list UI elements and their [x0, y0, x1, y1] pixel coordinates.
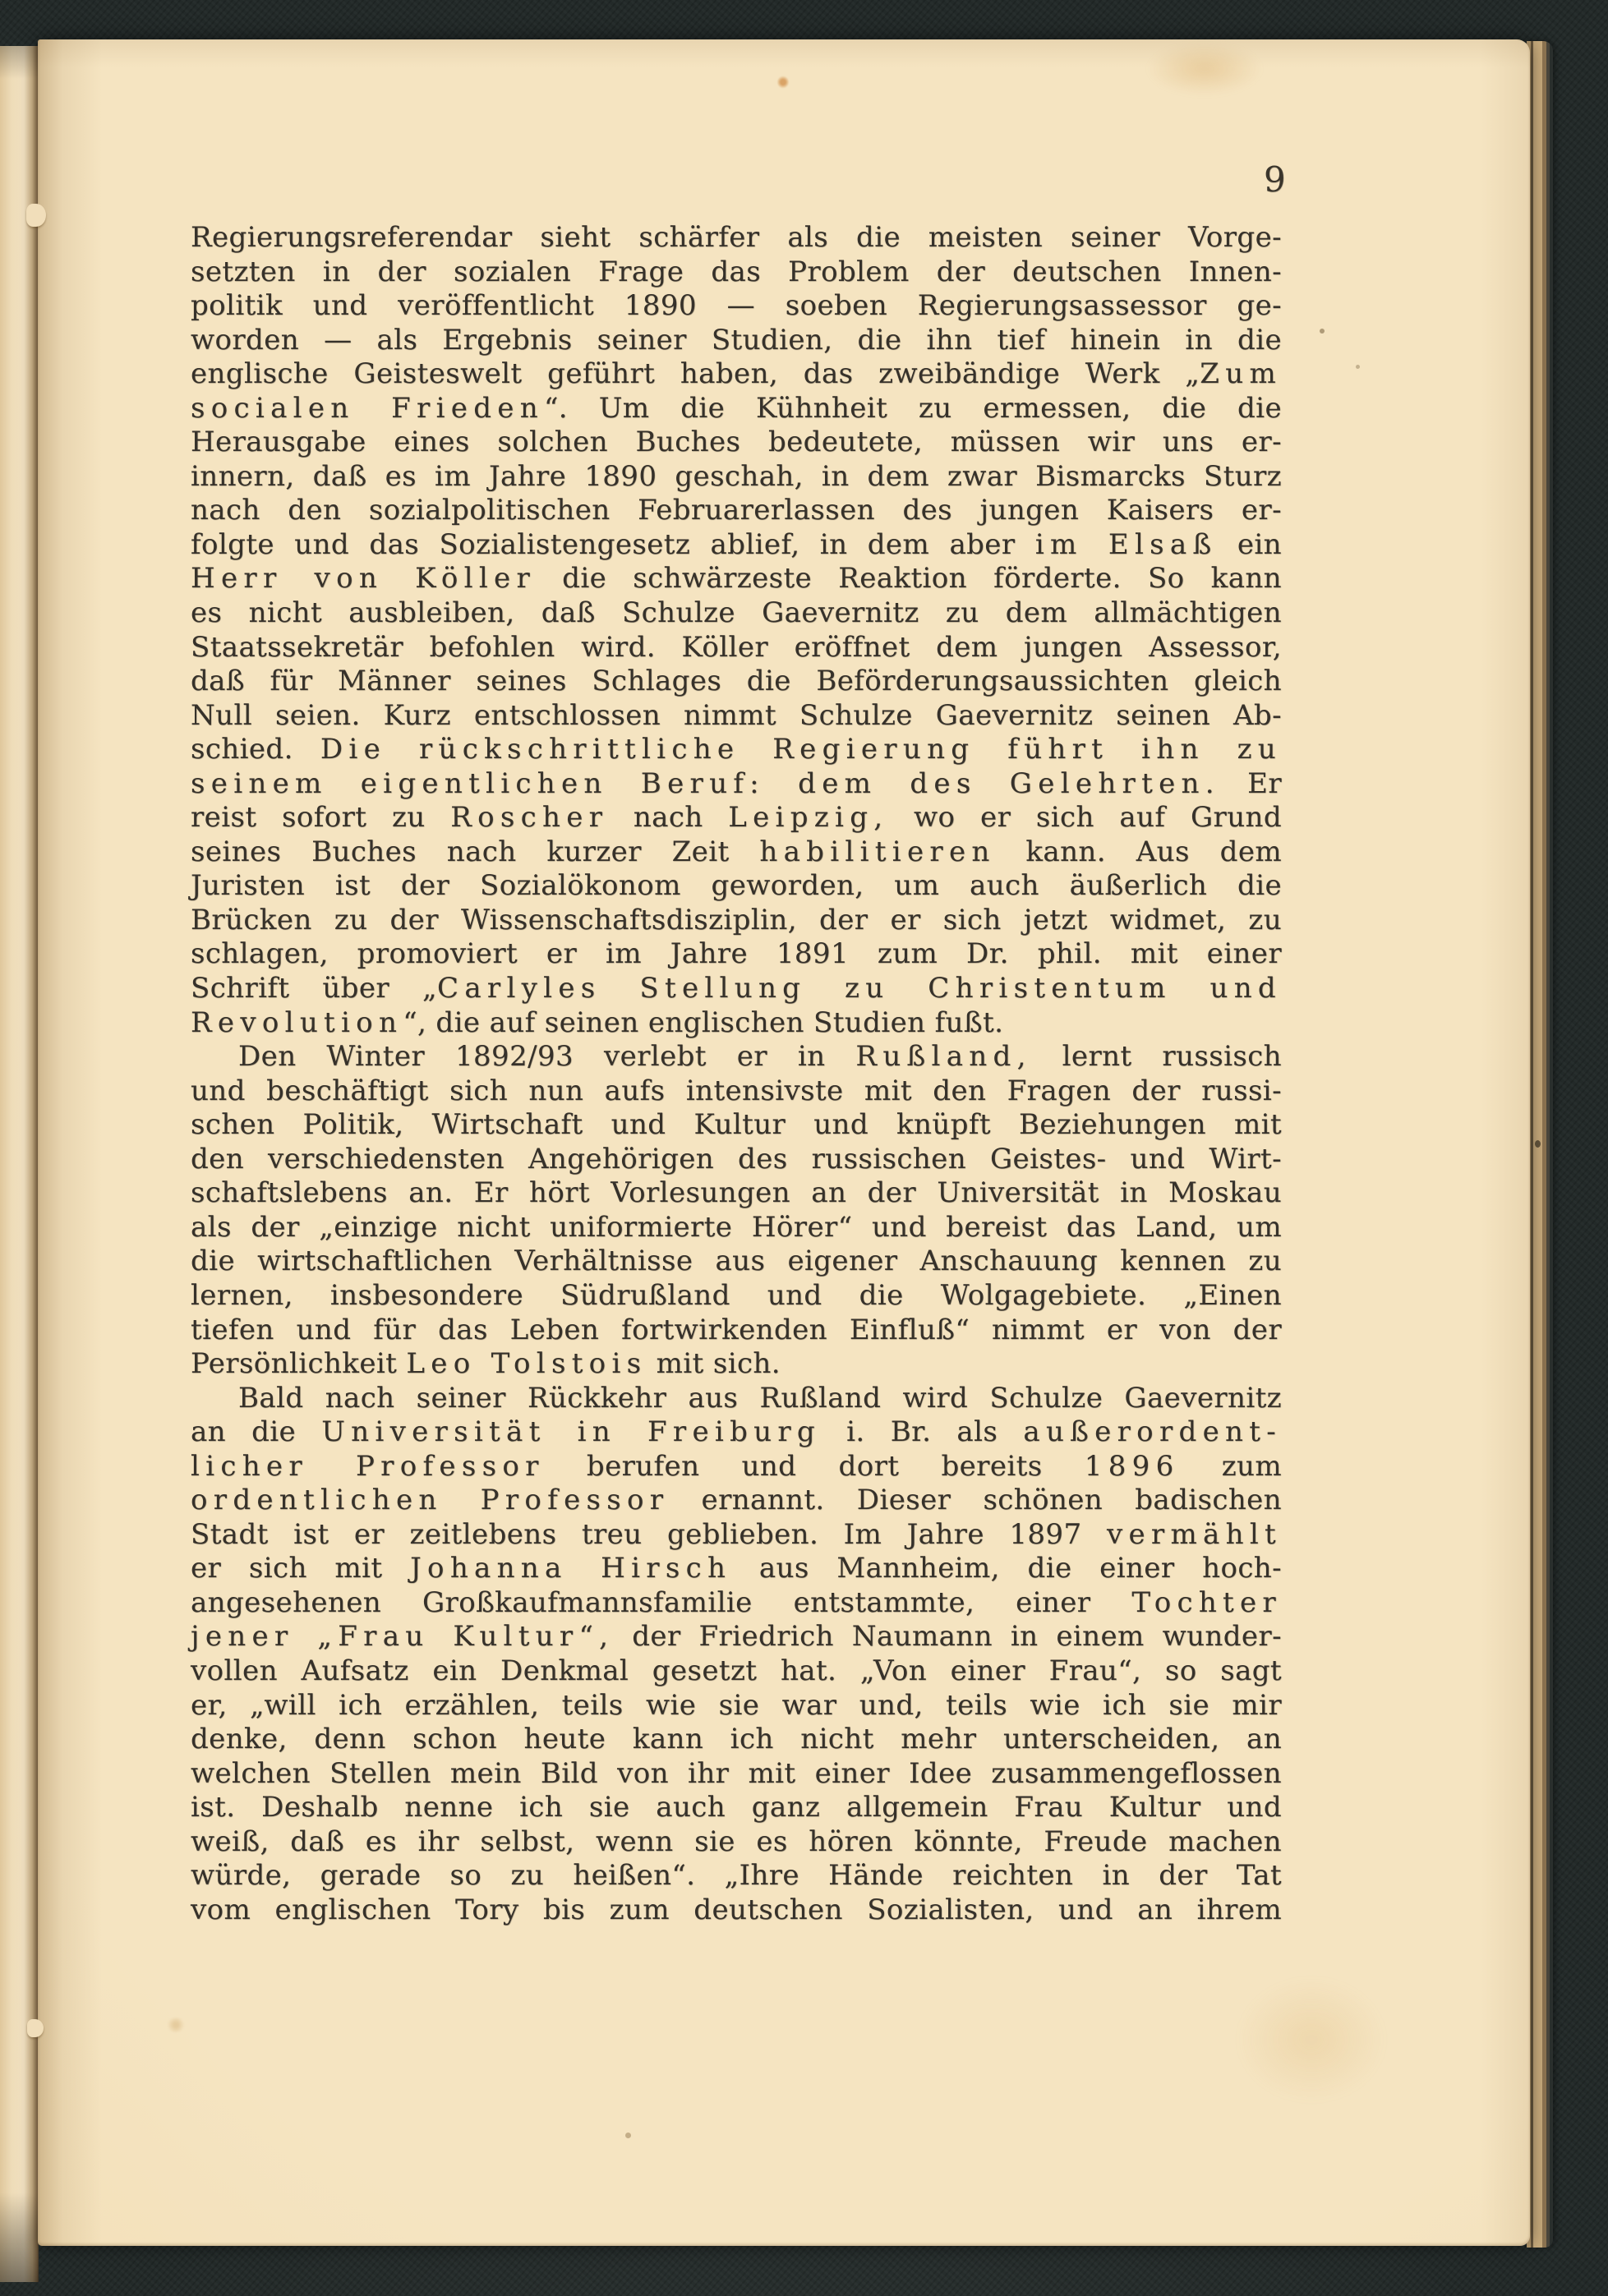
body-text: die schwärzeste Reaktion förderte. So kann [536, 562, 1282, 596]
letterspaced-text: Carlyles Stellung zu Christentum und [437, 972, 1282, 1005]
letterspaced-text: seinem eigentlichen Beruf: dem des Gelehrten. [191, 766, 1220, 800]
stain [625, 2133, 631, 2138]
body-text: lernt russisch [1031, 1040, 1282, 1074]
text-line [191, 289, 1282, 324]
stain [166, 2018, 186, 2032]
text-line [191, 1689, 1282, 1723]
body-text: kann. Aus dem [995, 835, 1282, 868]
page-number: 9 [1264, 159, 1286, 200]
body-text: reist sofort zu [191, 801, 451, 835]
letterspaced-text: Die rückschrittliche Regierung führt ihn zu [320, 733, 1283, 766]
letterspaced-text: Leo Tolstois [406, 1347, 647, 1381]
body-text: welchen Stellen mein Bild von ihr mit einer Idee zusammengeflossen [191, 1756, 1282, 1790]
text-line [191, 357, 1282, 392]
text-line [191, 1245, 1282, 1279]
text-line [191, 1074, 1282, 1109]
body-text: innern, daß es im Jahre 1890 geschah, in dem zwar Bismarcks Sturz [191, 459, 1282, 493]
text-line [191, 1415, 1282, 1450]
body-text: “. Um die Kühnheit zu ermessen, die die [543, 391, 1282, 425]
text-line [191, 1176, 1282, 1211]
body-text: “, die auf seinen englischen Studien fußt. [403, 1005, 1004, 1039]
text-line [191, 494, 1282, 528]
body-text: Null seien. Kurz entschlossen nimmt Schulze Gaevernitz seinen Ab- [191, 698, 1282, 732]
body-text: schied. [191, 733, 320, 766]
text-line [191, 1347, 1282, 1382]
text-line [191, 1484, 1282, 1518]
body-text: Schrift über „ [191, 972, 437, 1005]
text-line [191, 937, 1282, 972]
text-line [191, 1825, 1282, 1860]
body-text: berufen und dort bereits [544, 1449, 1085, 1483]
body-text: und beschäftigt sich nun aufs intensivste mit den Fragen der russi- [191, 1074, 1282, 1107]
letterspaced-text: socialen Frieden [191, 391, 544, 425]
body-text: Bald nach seiner Rückkehr aus Rußland wird Schulze Gaevernitz [238, 1381, 1282, 1415]
body-text: englische Geisteswelt geführt haben, das zweibändige Werk „ [191, 357, 1200, 391]
gutter-page-edge [0, 46, 39, 2282]
body-text: schaftslebens an. Er hört Vorlesungen an der Universität in Moskau [191, 1176, 1282, 1210]
text-line [191, 1586, 1282, 1621]
letterspaced-text: Universität in Freiburg [321, 1415, 821, 1449]
text-line [191, 767, 1282, 802]
text-line [191, 1450, 1282, 1484]
body-text: zum [1179, 1449, 1282, 1483]
text-line [191, 1006, 1282, 1041]
text-line [191, 1893, 1282, 1928]
stain [1320, 329, 1325, 334]
page-edge-nick [27, 2019, 44, 2037]
text-line [191, 1654, 1282, 1689]
text-line [191, 904, 1282, 938]
body-text: an die [191, 1415, 322, 1449]
letterspaced-text: jener „Frau Kultur“, [191, 1620, 615, 1654]
text-line [191, 1723, 1282, 1757]
body-text: setzten in der sozialen Frage das Problem der deutschen Innen- [191, 255, 1282, 288]
body-text: Stadt ist er zeitlebens treu geblieben. Im Jahre 1897 [191, 1517, 1107, 1551]
body-text: Juristen ist der Sozialökonom geworden, um auch äußerlich die [191, 869, 1282, 903]
body-text: angesehenen Großkaufmannsfamilie entstammte, einer [191, 1585, 1132, 1619]
letterspaced-text: vermählt [1106, 1517, 1282, 1551]
body-text: ernannt. Dieser schönen badischen [669, 1484, 1282, 1517]
body-text: vom englischen Tory bis zum deutschen Sozialisten, und an ihrem [191, 1893, 1282, 1926]
text-line [191, 528, 1282, 563]
body-text: Den Winter 1892/93 verlebt er in [238, 1040, 856, 1074]
text-line [191, 733, 1282, 767]
text-line [191, 1791, 1282, 1825]
letterspaced-text: im Elsaß [1034, 527, 1218, 561]
letterspaced-text: ordentlichen Professor [191, 1484, 670, 1517]
stain [777, 76, 789, 89]
letterspaced-text: licher Professor [191, 1449, 545, 1483]
body-text: politik und veröffentlicht 1890 — soeben Regierungsassessor ge- [191, 289, 1282, 323]
text-line [191, 869, 1282, 904]
text-line [191, 665, 1282, 699]
letterspaced-text: Leipzig, [728, 801, 889, 835]
body-text: seines Buches nach kurzer Zeit [191, 835, 760, 868]
text-line [191, 1143, 1282, 1177]
text-line [191, 801, 1282, 835]
body-text: Brücken zu der Wissenschaftsdisziplin, der er sich jetzt widmet, zu [191, 903, 1282, 936]
body-text: der Friedrich Naumann in einem wunder- [614, 1620, 1282, 1654]
text-line [191, 1382, 1282, 1416]
letterspaced-text: Johanna Hirsch [410, 1552, 732, 1585]
body-text: Herausgabe eines solchen Buches bedeutete, müssen wir uns er- [191, 426, 1282, 459]
body-text: als der „einzige nicht uniformierte Hörer“ und bereist das Land, um [191, 1210, 1282, 1244]
letterspaced-text: 1896 [1084, 1449, 1180, 1483]
body-text: ist. Deshalb nenne ich sie auch ganz allgemein Frau Kultur und [191, 1791, 1282, 1824]
body-text: Regierungsreferendar sieht schärfer als die meisten seiner Vorge- [191, 221, 1282, 254]
text-line [191, 221, 1282, 255]
text-line [191, 1859, 1282, 1893]
body-text: aus Mannheim, die einer hoch- [731, 1552, 1282, 1585]
text-line [191, 324, 1282, 358]
letterspaced-text: Tochter [1131, 1585, 1282, 1619]
body-text: er, „will ich erzählen, teils wie sie war und, teils wie ich sie mir [191, 1688, 1282, 1722]
text-line [191, 1314, 1282, 1348]
text-line [191, 1040, 1282, 1074]
text-line [191, 1518, 1282, 1553]
text-line [191, 1757, 1282, 1792]
body-text: Staatssekretär befohlen wird. Köller eröffnet dem jungen Assessor, [191, 630, 1282, 664]
text-line [191, 1108, 1282, 1143]
body-text: wo er sich auf Grund [888, 801, 1282, 835]
body-text: Er [1219, 766, 1282, 800]
body-text: folgte und das Sozialistengesetz ablief, in dem aber [191, 527, 1035, 561]
text-line [191, 1620, 1282, 1654]
letterspaced-text: Revolution [191, 1005, 403, 1039]
body-text: schen Politik, Wirtschaft und Kultur und knüpft Beziehungen mit [191, 1108, 1282, 1142]
letterspaced-text: außerordent- [1023, 1415, 1282, 1449]
body-text: denke, denn schon heute kann ich nicht mehr unterscheiden, an [191, 1723, 1282, 1756]
text-line [191, 631, 1282, 665]
text-line [191, 255, 1282, 290]
book-page [38, 39, 1530, 2246]
body-text: lernen, insbesondere Südrußland und die Wolgagebiete. „Einen [191, 1278, 1282, 1312]
text-line [191, 1279, 1282, 1314]
body-text: i. Br. als [821, 1415, 1024, 1449]
text-line [191, 699, 1282, 734]
stain [1147, 43, 1262, 95]
body-text: würde, gerade so zu heißen“. „Ihre Hände reichten in der Tat [191, 1859, 1282, 1893]
stain [1356, 365, 1360, 369]
body-text: nach den sozialpolitischen Februarerlassen des jungen Kaisers er- [191, 494, 1282, 527]
letterspaced-text: Rußland, [855, 1040, 1032, 1074]
body-text: er sich mit [191, 1552, 411, 1585]
stain [1237, 1978, 1385, 2101]
body-text: die wirtschaftlichen Verhältnisse aus eigener Anschauung kennen zu [191, 1245, 1282, 1278]
fore-edge-speck [1535, 1140, 1541, 1148]
body-text: weiß, daß es ihr selbst, wenn sie es hören könnte, Freude machen [191, 1824, 1282, 1858]
body-text: schlagen, promoviert er im Jahre 1891 zum Dr. phil. mit einer [191, 937, 1282, 971]
body-text: den verschiedensten Angehörigen des russischen Geistes- und Wirt- [191, 1142, 1282, 1176]
body-text: vollen Aufsatz ein Denkmal gesetzt hat. „Von einer Frau“, so sagt [191, 1654, 1282, 1687]
page-text [191, 221, 1282, 1927]
letterspaced-text: Herr von Köller [191, 562, 537, 596]
body-text: mit sich. [647, 1347, 781, 1381]
letterspaced-text: habilitieren [759, 835, 996, 868]
text-line [191, 392, 1282, 426]
text-line [191, 1211, 1282, 1245]
text-line [191, 426, 1282, 460]
text-line [191, 1552, 1282, 1586]
body-text: Persönlichkeit [191, 1347, 407, 1381]
body-text: worden — als Ergebnis seiner Studien, die ihn tief hinein in die [191, 323, 1282, 357]
letterspaced-text: Zum [1200, 357, 1282, 391]
page-edge-nick [26, 204, 46, 227]
text-line [191, 460, 1282, 495]
body-text: ein [1217, 527, 1282, 561]
body-text: tiefen und für das Leben fortwirkenden Einfluß“ nimmt er von der [191, 1313, 1282, 1346]
text-line [191, 835, 1282, 870]
letterspaced-text: Roscher [450, 801, 609, 835]
body-text: nach [608, 801, 729, 835]
text-line [191, 562, 1282, 596]
text-line [191, 596, 1282, 631]
body-text: es nicht ausbleiben, daß Schulze Gaevernitz zu dem allmächtigen [191, 596, 1282, 630]
body-text: daß für Männer seines Schlages die Beförderungsaussichten gleich [191, 665, 1282, 698]
text-line [191, 972, 1282, 1006]
